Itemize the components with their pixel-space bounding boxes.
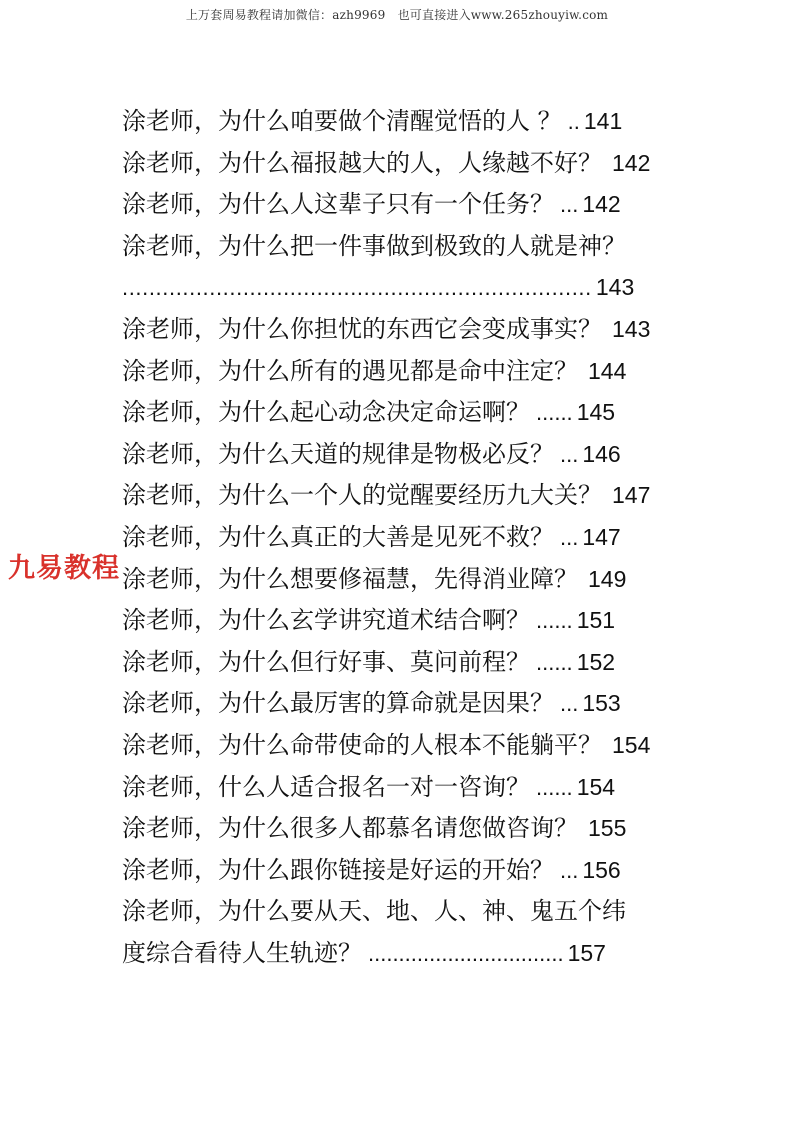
toc-entry-page-number: 143 (595, 274, 635, 301)
toc-entry-title: 涂老师，为什么真正的大善是见死不救？ (122, 522, 554, 551)
toc-entry-title: 涂老师，为什么一个人的觉醒要经历九大关？ (122, 481, 602, 510)
toc-entry-page-number: 149 (588, 565, 627, 592)
toc-entry[interactable] (122, 725, 702, 767)
toc-entry[interactable] (122, 517, 702, 559)
toc-entry-leader-dots: ... (560, 441, 579, 467)
toc-entry-leader-dots: ...... (536, 774, 573, 800)
toc-entry[interactable] (122, 891, 702, 933)
toc-entry[interactable] (122, 559, 702, 601)
toc-entry-title: 涂老师，为什么想要修福慧，先得消业障？ (122, 564, 578, 593)
toc-entry-leader-dots: ... (560, 691, 579, 717)
toc-entry-leader-dots: ... (560, 857, 579, 883)
toc-entry-title: 涂老师，为什么天道的规律是物极必反？ (122, 439, 554, 468)
toc-entry[interactable] (122, 933, 702, 975)
toc-entry-page-number: 151 (576, 607, 616, 634)
toc-entry-leader-dots: ... (560, 192, 579, 218)
toc-entry-leader-dots: ...................................................................... (122, 275, 592, 301)
toc-entry-title: 涂老师，为什么命带使命的人根本不能躺平？ (122, 730, 602, 759)
toc-entry[interactable] (122, 434, 702, 476)
toc-entry-leader-dots: ...... (536, 649, 573, 675)
toc-entry[interactable] (122, 767, 702, 809)
toc-entry[interactable] (122, 642, 702, 684)
toc-entry-page-number: 146 (582, 440, 621, 467)
toc-entry[interactable] (122, 143, 702, 185)
toc-entry[interactable] (122, 101, 702, 143)
toc-entry[interactable] (122, 475, 702, 517)
toc-entry-page-number: 145 (576, 399, 616, 426)
toc-entry-title: 涂老师，为什么福报越大的人，人缘越不好？ (122, 148, 602, 177)
toc-entry[interactable] (122, 351, 702, 393)
toc-entry-title: 涂老师，为什么跟你链接是好运的开始？ (122, 855, 554, 884)
toc-entry-page-number: 153 (582, 690, 621, 717)
toc-entry-page-number: 156 (582, 856, 621, 883)
toc-entry-page-number: 154 (576, 773, 616, 800)
toc-entry-title: 涂老师，为什么把一件事做到极致的人就是神？ (122, 231, 626, 260)
toc-entry[interactable] (122, 309, 702, 351)
toc-entry-title: 涂老师，为什么玄学讲究道术结合啊？ (122, 606, 530, 635)
toc-entry[interactable] (122, 267, 702, 309)
toc-entry[interactable] (122, 392, 702, 434)
toc-entry-leader-dots: ...... (536, 608, 573, 634)
toc-entry-title: 涂老师，为什么要从天、地、人、神、鬼五个纬 (122, 897, 626, 926)
toc-entry-page-number: 147 (582, 523, 621, 550)
toc-entry-page-number: 141 (583, 108, 623, 134)
toc-entry-title: 涂老师，为什么但行好事、莫问前程？ (122, 647, 530, 676)
toc-entry-page-number: 143 (612, 315, 651, 342)
toc-entry-title: 涂老师，为什么咱要做个清醒觉悟的人 ？ (122, 107, 562, 135)
toc-entry-title: 涂老师，为什么所有的遇见都是命中注定？ (122, 356, 578, 385)
toc-entry-page-number: 154 (612, 731, 651, 758)
toc-entry-title: 涂老师，为什么你担忧的东西它会变成事实？ (122, 314, 602, 343)
toc-entry-leader-dots: ................................ (368, 940, 564, 966)
toc-entry[interactable] (122, 850, 702, 892)
toc-entry-title: 涂老师，为什么很多人都慕名请您做咨询？ (122, 814, 578, 843)
toc-entry-title: 涂老师，为什么人这辈子只有一个任务？ (122, 190, 554, 219)
toc-entry[interactable] (122, 683, 702, 725)
toc-entry-title: 度综合看待人生轨迹？ (122, 938, 362, 967)
toc-entry-leader-dots: ... (560, 524, 579, 550)
toc-entry[interactable] (122, 184, 702, 226)
toc-entry-page-number: 157 (567, 939, 606, 966)
toc-entry-page-number: 152 (576, 648, 616, 675)
toc-entry-title: 涂老师，为什么最厉害的算命就是因果？ (122, 689, 554, 718)
toc-entry-title: 涂老师，为什么起心动念决定命运啊？ (122, 398, 530, 427)
table-of-contents (122, 101, 702, 974)
toc-entry[interactable] (122, 226, 702, 268)
toc-entry-page-number: 142 (582, 191, 621, 218)
toc-entry-title: 涂老师，什么人适合报名一对一咨询？ (122, 772, 530, 801)
toc-entry-page-number: 155 (588, 815, 627, 842)
toc-entry-page-number: 147 (612, 482, 651, 509)
toc-entry-leader-dots: .. (567, 109, 580, 134)
toc-entry[interactable] (122, 600, 702, 642)
toc-entry[interactable] (122, 808, 702, 850)
toc-entry-page-number: 144 (588, 357, 627, 384)
toc-entry-page-number: 142 (612, 149, 651, 176)
header-note: 上万套周易教程请加微信：azh9969 也可直接进入www.265zhouyiw.com (185, 8, 609, 22)
toc-entry-leader-dots: ...... (536, 400, 573, 426)
watermark-text: 九易教程 (8, 553, 120, 584)
